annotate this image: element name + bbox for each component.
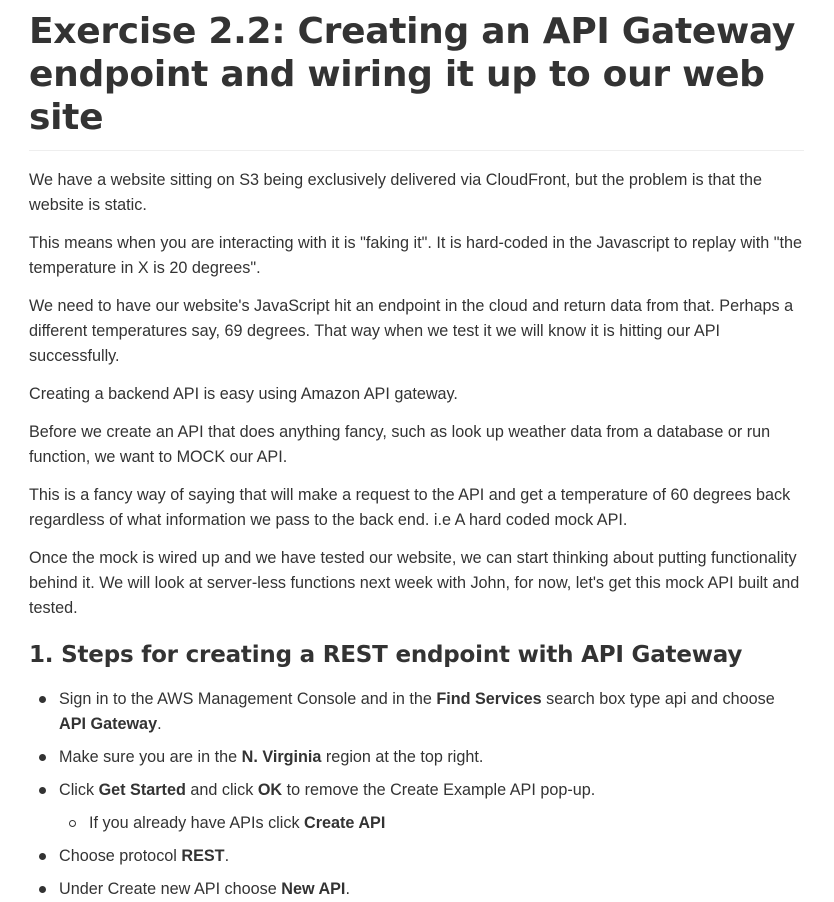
list-item — [29, 778, 804, 836]
step-text: Sign in to the AWS Management Console and in the — [59, 690, 437, 708]
paragraph-fancy: This is a fancy way of saying that will make a request to the API and get a temperature of 60 degrees back regardless of what information we pass to the back end. i.e A hard coded mock API. — [29, 486, 791, 529]
step-strong: OK — [257, 781, 283, 799]
paragraph-intro: We have a website sitting on S3 being exclusively delivered via CloudFront, but the problem is that the website is static. — [29, 171, 763, 214]
title-divider — [29, 150, 804, 151]
bullet-icon — [39, 787, 46, 794]
paragraph-faking: This means when you are interacting with it is "faking it". It is hard-coded in the Javascript to replay with "the temperature in X is 20 degrees". — [29, 234, 803, 277]
step-strong: Create API — [304, 814, 386, 832]
step-text: If you already have APIs click — [89, 814, 305, 832]
step-text: region at the top right. — [321, 748, 484, 766]
step-text: Make sure you are in the — [59, 748, 242, 766]
step-text: Choose protocol — [59, 847, 182, 865]
step-strong: New API — [281, 880, 346, 898]
list-item — [29, 877, 804, 902]
list-item — [29, 844, 804, 869]
step-text: . — [157, 715, 162, 733]
page-title: Exercise 2.2: Creating an API Gateway endpoint and wiring it up to our web site — [29, 11, 796, 138]
step-text: to remove the Create Example API pop-up. — [282, 781, 596, 799]
step-strong: Get Started — [98, 781, 186, 799]
circle-bullet-icon — [69, 820, 76, 827]
bullet-icon — [39, 754, 46, 761]
sub-list-item — [59, 811, 804, 836]
bullet-icon — [39, 696, 46, 703]
step-strong: REST — [181, 847, 225, 865]
paragraph-next: Once the mock is wired up and we have tested our website, we can start thinking about putting functionality behind it. We will look at server-less functions next week with John, for now, let's get this mock API built and tested. — [29, 549, 800, 617]
sub-steps-list — [59, 811, 804, 836]
step-strong: Find Services — [436, 690, 542, 708]
paragraph-backend: Creating a backend API is easy using Amazon API gateway. — [29, 385, 458, 403]
step-text: and click — [185, 781, 258, 799]
bullet-icon — [39, 886, 46, 893]
paragraph-endpoint: We need to have our website's JavaScript hit an endpoint in the cloud and return data from that. Perhaps a different temperatures say, 69 degrees. That way when we test it we will know it is hitting our API successfully. — [29, 297, 794, 365]
step-strong: API Gateway — [59, 715, 158, 733]
steps-list — [29, 687, 804, 902]
step-text: . — [345, 880, 350, 898]
step-strong: N. Virginia — [241, 748, 322, 766]
section-heading: 1. Steps for creating a REST endpoint with API Gateway — [29, 642, 743, 668]
list-item — [29, 687, 804, 737]
list-item — [29, 745, 804, 770]
step-text: Click — [59, 781, 99, 799]
paragraph-mock: Before we create an API that does anything fancy, such as look up weather data from a database or run function, we want to MOCK our API. — [29, 423, 771, 466]
step-text: . — [224, 847, 230, 865]
step-text: Under Create new API choose — [59, 880, 282, 898]
bullet-icon — [39, 853, 46, 860]
step-text: search box type api and choose — [541, 690, 775, 708]
